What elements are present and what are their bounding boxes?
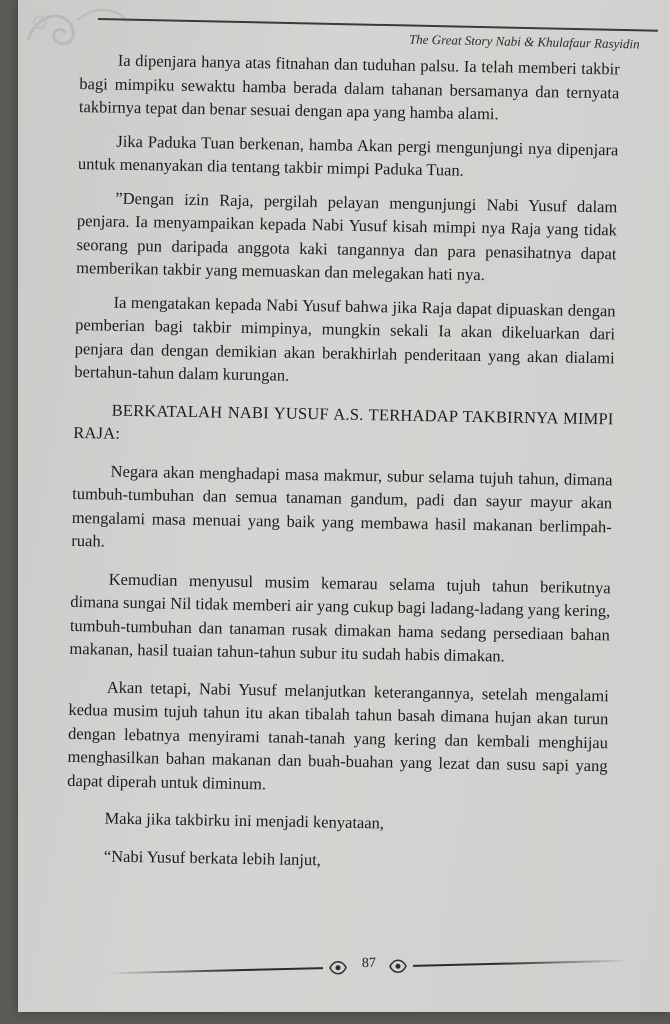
section-heading: BERKATALAH NABI YUSUF A.S. TERHADAP TAKBIRNYA MIMPI RAJA: — [73, 400, 614, 443]
paragraph: Jika Paduka Tuan berkenan, hamba Akan pergi mengunjungi nya dipenjara untuk menanyakan dia tentang takbir mimpi Paduka Tuan. — [77, 131, 619, 180]
footer-ornament-left-icon — [328, 957, 350, 978]
footer-ornament-right-icon — [386, 956, 408, 977]
book-page — [18, 0, 670, 1012]
paragraph: Kemudian menyusul musim kemarau selama tujuh tahun berikutnya dimana sungai Nil tidak memberi air yang cukup bagi ladang-ladang yang kering, tumbuh-tumbuhan dan tanaman rusak dimakan hama sedang persediaan bahan makanan, hasil tuaian tahun-tahun subur itu sudah habis dimakan. — [69, 569, 611, 666]
footer-rule-left — [108, 967, 323, 974]
footer-rule-right — [413, 960, 628, 967]
paragraph: Maka jika takbirku ini menjadi kenyataan, — [104, 808, 385, 833]
body-text — [66, 48, 620, 886]
page-footer — [108, 946, 629, 989]
paragraph: ”Dengan izin Raja, pergilah pelayan mengunjungi Nabi Yusuf dalam penjara. Ia menyampaikan kepada Nabi Yusuf kisah mimpi nya Raja yang tidak seorang pun daripada anggota kaki tangannya dan para penasihatnya dapat memberikan takbir yang memuaskan dan melegakan hati nya. — [76, 188, 618, 285]
paragraph: Akan tetapi, Nabi Yusuf melanjutkan keterangannya, setelah mengalami kedua musim tujuh tahun itu akan tibalah tahun basah dimana hujan akan turun dengan lebatnya menyirami tanah-tanah yang kering dan kembali menghijau menghasilkan bahan makanan dan buah-buahan yang lezat dan susu sapi yang dapat diperah untuk diminum. — [67, 677, 609, 793]
paragraph: Negara akan menghadapi masa makmur, subur selama tujuh tahun, dimana tumbuh-tumbuhan dan semua tanaman gandum, padi dan sayur mayur akan mengalami masa menuai yang baik yang membawa hasil makanan berlimpah-ruah. — [71, 461, 613, 551]
paragraph: Ia mengatakan kepada Nabi Yusuf bahwa jika Raja dapat dipuaskan dengan pemberian bagi takbir mimpinya, mungkin sekali Ia akan dikeluarkan dari penjara dan dengan demikian akan berakhirlah penderitaan yang akan dialami bertahun-tahun dalam kurungan. — [74, 292, 616, 385]
paragraph: Ia dipenjara hanya atas fitnahan dan tuduhan palsu. Ia telah memberi takbir bagi mimpiku sewaktu hamba berada dalam tahanan bersamanya dan ternyata takbirnya tepat dan benar sesuai dengan apa yang hamba alami. — [78, 50, 620, 124]
page-number: 87 — [361, 955, 377, 972]
header-rule — [98, 18, 658, 32]
paragraph: “Nabi Yusuf berkata lebih lanjut, — [103, 846, 322, 869]
running-head: The Great Story Nabi & Khulafaur Rasyidin — [409, 31, 641, 52]
